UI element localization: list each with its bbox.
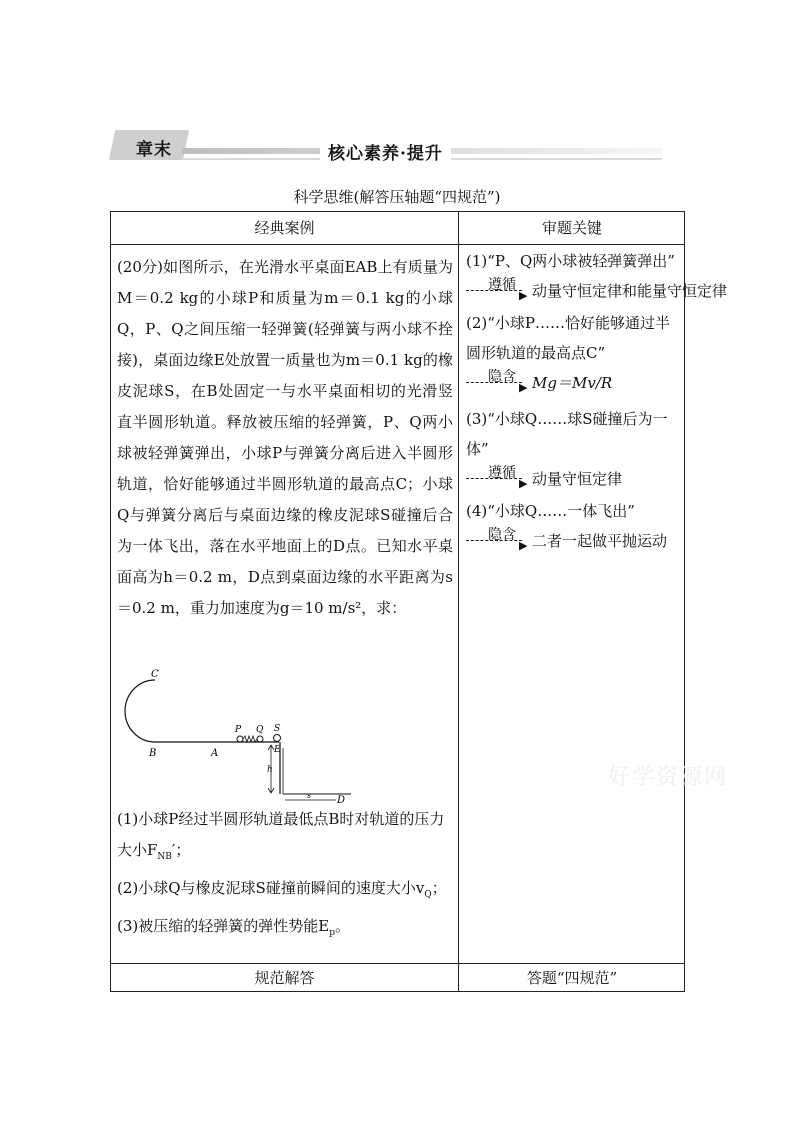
- watermark: 好学资源网: [608, 765, 729, 790]
- arrow-head-icon: ▶: [519, 381, 528, 394]
- ball-s: [274, 735, 281, 742]
- label-p: P: [235, 725, 242, 735]
- key-4-text: (4)“小球Q……一体飞出”: [466, 502, 635, 520]
- label-c: C: [151, 669, 159, 680]
- key-3-arrow-label: 遵循: [488, 465, 516, 481]
- problem-text: (20分)如图所示，在光滑水平桌面EAB上有质量为M＝0.2 kg的小球P和质量为m＝0.1 kg的小球Q，P、Q之间压缩一轻弹簧(轻弹簧与两小球不拴接)，桌面边缘E处放置一质量也为m＝0.1 kg的橡皮泥球S，在B处固定一与水平桌面相切的光滑竖直半圆形轨道。释放被压缩的轻弹簧，P、Q两小球被轻弹簧弹出，小球P与弹簧分离后进入半圆形轨道，恰好能够通过半圆形轨道的最高点C；小球Q与弹簧分离后与桌面边缘的橡皮泥球S碰撞后合为一体飞出，落在水平地面上的D点。已知水平桌面高为h＝0.2 m，D点到桌面边缘的水平距离为s＝0.2 m，重力加速度为g＝10 m/s²，求：: [117, 258, 453, 617]
- questions: [117, 804, 453, 949]
- header-divider: [111, 244, 684, 245]
- question-2: (2)小球Q与橡皮泥球S碰撞前瞬间的速度大小$v_Q$；: [117, 879, 447, 900]
- question-1: (1)小球P经过半圆形轨道最低点B时对轨道的压力大小$F_{NB}'$；: [117, 810, 445, 862]
- column-divider: [458, 212, 459, 991]
- footer-standard-answer: 规范解答: [254, 969, 315, 987]
- label-d: D: [337, 795, 346, 803]
- semicircle-track: [125, 680, 155, 742]
- label-a: A: [211, 748, 219, 759]
- label-s: S: [274, 724, 281, 734]
- chapter-tab-label: 章末: [136, 140, 172, 160]
- problem-figure: [111, 668, 351, 803]
- question-3: (3)被压缩的轻弹簧的弹性势能$E_p$。: [117, 917, 350, 938]
- key-4-result: 二者一起做平抛运动: [532, 532, 668, 550]
- key-1-arrow: [466, 276, 728, 306]
- ball-q: [257, 736, 263, 742]
- arrow-line: [466, 382, 522, 384]
- arrow-line: [466, 290, 522, 292]
- key-1-result: 动量守恒定律和能量守恒定律: [532, 282, 728, 300]
- footer-four-norms: 答题“四规范”: [526, 969, 618, 987]
- header-classic-case: 经典案例: [254, 219, 315, 237]
- spring: [243, 736, 257, 742]
- case-table: [110, 211, 728, 992]
- key-1-arrow-label: 遵循: [488, 277, 516, 293]
- banner-title: 核心素养·提升: [320, 139, 451, 164]
- problem-cell: [117, 252, 453, 624]
- header-key-points: 审题关键: [541, 219, 602, 237]
- arrow-head-icon: ▶: [519, 539, 528, 552]
- arrow-head-icon: ▶: [519, 289, 528, 302]
- key-2-arrow: [466, 368, 680, 404]
- arrow-head-icon: ▶: [519, 477, 528, 490]
- arrow-line: [466, 540, 522, 542]
- section-subtitle: 科学思维(解答压轴题“四规范”): [293, 188, 501, 206]
- ball-p: [237, 736, 243, 742]
- key-1-text: (1)“P、Q两小球被轻弹簧弹出”: [466, 252, 675, 270]
- label-e: E: [274, 745, 281, 755]
- arrow-line: [466, 478, 522, 480]
- key-4-arrow: [466, 526, 680, 556]
- key-points-cell: [466, 246, 728, 556]
- key-2-result: Mg＝Mv/R: [532, 374, 613, 392]
- chapter-banner: [112, 128, 672, 172]
- key-3-result: 动量守恒定律: [532, 470, 623, 488]
- key-2-text: (2)“小球P……恰好能够通过半圆形轨道的最高点C”: [466, 314, 671, 362]
- key-3-arrow: [466, 464, 680, 494]
- label-h: h: [267, 765, 273, 775]
- key-4-arrow-label: 隐含: [488, 527, 516, 543]
- label-b: B: [149, 748, 157, 759]
- label-s-dist: s: [307, 791, 312, 800]
- key-2-arrow-label: 隐含: [488, 369, 516, 385]
- label-q: Q: [256, 725, 264, 735]
- key-3-text: (3)“小球Q……球S碰撞后为一体”: [466, 410, 668, 458]
